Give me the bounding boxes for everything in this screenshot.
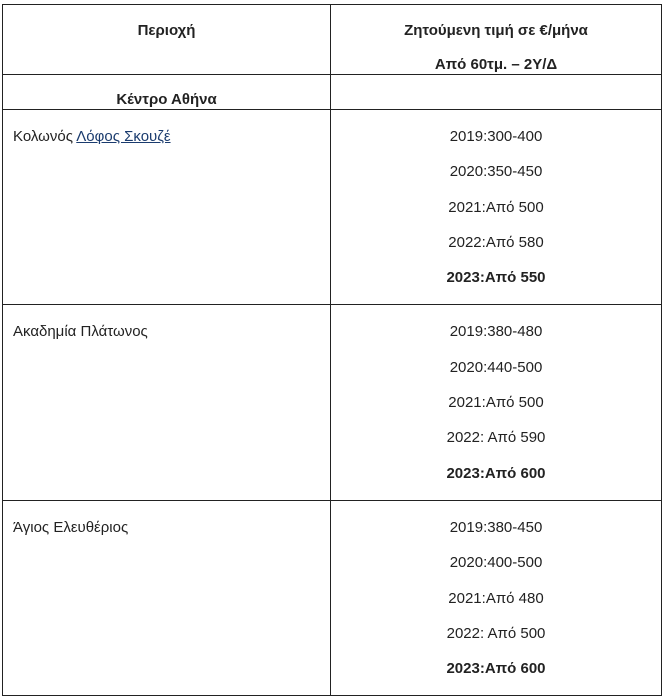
price-2021: 2021:Από 500	[448, 394, 544, 412]
header-area-label: Περιοχή	[137, 22, 196, 39]
rent-price-table	[2, 4, 662, 696]
price-cell	[331, 500, 662, 695]
price-2022: 2022:Από 580	[448, 233, 544, 251]
rent-table-container	[2, 4, 661, 696]
area-cell	[3, 110, 331, 305]
section-title-cell	[3, 75, 331, 110]
table-row	[3, 500, 662, 695]
area-cell	[3, 305, 331, 500]
price-2023: 2023:Από 600	[446, 660, 546, 678]
price-2019: 2019:380-450	[449, 518, 543, 536]
price-cell	[331, 110, 662, 305]
price-list	[331, 305, 661, 499]
price-2022: 2022: Από 590	[446, 429, 546, 447]
price-2023: 2023:Από 600	[446, 464, 546, 482]
area-name: Άγιος Ελευθέριος	[13, 518, 129, 536]
price-2019: 2019:300-400	[449, 128, 543, 145]
price-2022: 2022: Από 500	[446, 624, 546, 642]
area-name	[3, 110, 330, 145]
price-cell	[331, 305, 662, 500]
header-price-sublabel: Από 60τμ. – 2Υ/Δ	[434, 56, 558, 73]
price-2021: 2021:Από 480	[448, 589, 544, 607]
area-name-text: Κολωνός	[13, 128, 77, 145]
price-2019: 2019:380-480	[449, 323, 543, 341]
price-2020: 2020:440-500	[449, 358, 543, 376]
price-list	[331, 501, 661, 695]
section-empty-cell	[331, 75, 662, 110]
table-row	[3, 110, 662, 305]
header-price-label: Ζητούμενη τιμή σε €/μήνα	[404, 22, 588, 39]
price-2020: 2020:350-450	[449, 163, 543, 181]
header-area-cell	[3, 5, 331, 75]
table-header-row	[3, 5, 662, 75]
price-list	[331, 110, 661, 304]
table-row	[3, 305, 662, 500]
section-row	[3, 75, 662, 110]
price-2023: 2023:Από 550	[446, 269, 546, 287]
price-2021: 2021:Από 500	[448, 198, 544, 216]
area-link-lofos-skouze[interactable]: Λόφος Σκουζέ	[76, 128, 171, 145]
section-title: Κέντρο Αθήνα	[116, 91, 217, 108]
area-cell	[3, 500, 331, 695]
header-price-cell	[331, 5, 662, 75]
area-name: Ακαδημία Πλάτωνος	[13, 323, 148, 341]
price-2020: 2020:400-500	[449, 554, 543, 572]
